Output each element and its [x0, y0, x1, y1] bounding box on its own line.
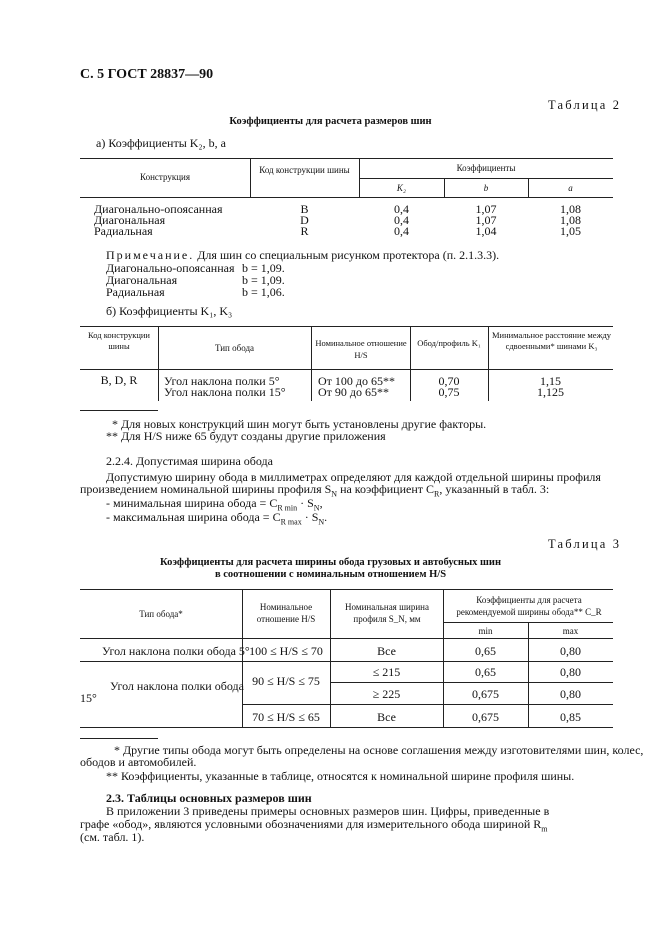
table2a-caption: а) Коэффициенты K₂, b, a: [96, 136, 226, 150]
t3-r3-min: 0,675: [472, 687, 499, 701]
table-row: Диагональная D 0,4 1,07 1,08: [94, 213, 581, 227]
t2b-k1-2: 0,75: [438, 385, 460, 399]
t3-r4-width: Все: [377, 710, 396, 724]
page-header: С. 5 ГОСТ 28837—90: [80, 67, 214, 82]
t2b-code: B, D, R: [100, 373, 138, 387]
t3-r4-min: 0,675: [472, 710, 499, 724]
t3-r2-min: 0,65: [475, 665, 496, 679]
t2a-col-a: a: [568, 183, 573, 193]
t3-footnote-2: ** Коэффициенты, указанные в таблице, относятся к номинальной ширине профиля шины.: [106, 769, 575, 783]
t2b-k3-2: 1,125: [537, 385, 564, 399]
t3-r1-min: 0,65: [475, 644, 496, 658]
table-row: Радиальная R 0,4 1,04 1,05: [94, 224, 581, 238]
t3-r1-max: 0,80: [560, 644, 581, 658]
t2b-col-ratio: Номинальное отношение H/S: [315, 338, 407, 360]
t2b-k3-1: 1,15: [540, 374, 561, 388]
table2-label: Таблица 2: [548, 98, 622, 112]
t3-rim-2-line1: Угол наклона полки обода: [110, 679, 244, 693]
section-23-line1: В приложении 3 приведены примеры основных размеров шин. Цифры, приведенные в: [106, 804, 550, 818]
t2a-col-code: Код конструкции шины: [259, 165, 350, 175]
t3-col-rim: Тип обода*: [139, 609, 183, 619]
table3-label: Таблица 3: [548, 537, 622, 551]
table3-title-2: в соотношении с номинальным отношением H/S: [214, 569, 447, 580]
t2a-note: Примечание. Для шин со специальным рисунком протектора (п. 2.1.3.3).: [106, 248, 500, 262]
t2a-body: [94, 202, 613, 238]
t2b-ratio-2: От 90 до 65**: [318, 385, 390, 399]
t2b-col-k1: Обод/профиль K₁: [417, 338, 481, 348]
t2b-rim-2: Угол наклона полки 15°: [164, 385, 286, 399]
table-row: Диагонально-опоясанная B 0,4 1,07 1,08: [94, 202, 581, 216]
t3-r2-max: 0,80: [560, 665, 581, 679]
table3-title-1: Коэффициенты для расчета ширины обода грузовых и автобусных шин: [159, 557, 501, 568]
section-224-para1: Допустимую ширину обода в миллиметрах определяют для каждой отдельной ширины профиля: [106, 470, 601, 484]
t2b-col-code: Код конструкции шины: [88, 330, 150, 351]
t2b-footnote-1: * Для новых конструкций шин могут быть установлены другие факторы.: [112, 417, 487, 431]
section-23-heading: 2.3. Таблицы основных размеров шин: [106, 791, 312, 805]
t3-footnote-1a: * Другие типы обода могут быть определены на основе соглашения между изготовителями шин, колес,: [114, 743, 644, 757]
section-23-line3: (см. табл. 1).: [80, 830, 145, 844]
t2b-k1-1: 0,70: [438, 374, 460, 388]
t3-col-width: Номинальная ширина профиля S_N, мм: [345, 602, 429, 624]
t3-r3-width: ≥ 225: [372, 687, 401, 701]
t3-col-max: max: [562, 626, 579, 636]
table2b-caption: б) Коэффициенты K₁, K₃: [106, 304, 233, 318]
t3-col-coeffs: Коэффициенты для расчета рекомендуемой ширины обода** C_R: [456, 595, 602, 617]
t3-r3-max: 0,80: [560, 687, 581, 701]
t3-col-ratio: Номинальное отношение H/S: [256, 602, 316, 624]
t2b-col-k3: Минимальное расстояние между сдвоенными* шинами K₃: [491, 330, 612, 351]
t3-r4-ratio: 70 ≤ H/S ≤ 65: [252, 710, 320, 724]
t3-r1-ratio: 100 ≤ H/S ≤ 70: [249, 644, 323, 658]
section-224-heading: 2.2.4. Допустимая ширина обода: [106, 454, 273, 468]
t3-rim-2-line2: 15°: [80, 691, 97, 705]
t3-rim-1: Угол наклона полки обода 5°: [102, 644, 250, 658]
section-224-para2: произведением номинальной ширины профиля $S_N$ на коэффициент $C_R$, указанный в табл. 3:: [80, 482, 550, 499]
t3-r4-max: 0,85: [560, 710, 581, 724]
table2-title: Коэффициенты для расчета размеров шин: [229, 116, 432, 127]
t3-r2-width: ≤ 215: [372, 665, 401, 679]
section-224-item1: - минимальная ширина обода = $C_{R min} \cdot S_N$,: [106, 496, 323, 513]
t3-r1-width: Все: [377, 644, 396, 658]
t2b-rim-1: Угол наклона полки 5°: [164, 374, 280, 388]
t2a-col-b: b: [483, 183, 489, 193]
t2a-col-coeffs: Коэффициенты: [456, 163, 516, 173]
section-224-item2: - максимальная ширина обода = $C_{R max} \cdot S_N$.: [106, 510, 328, 527]
t2a-col-construction: Конструкция: [140, 172, 190, 182]
t3-footnote-1b: ободов и автомобилей.: [80, 755, 197, 769]
t3-col-min: min: [478, 626, 493, 636]
t2b-ratio-1: От 100 до 65**: [318, 374, 396, 388]
t2a-note-rows: Диагонально-опоясанная b = 1,09. Диагональная b = 1,09. Радиальная b = 1,06.: [106, 261, 285, 299]
section-23-line2: графе «обод», являются условными обозначениями для измерительного обода шириной $R_m$: [80, 817, 548, 834]
t2a-col-k2: K₂: [396, 183, 407, 193]
t3-r2-ratio: 90 ≤ H/S ≤ 75: [252, 674, 320, 688]
t2b-footnote-2: ** Для H/S ниже 65 будут созданы другие приложения: [106, 429, 386, 443]
t2b-col-rim: Тип обода: [214, 343, 255, 353]
